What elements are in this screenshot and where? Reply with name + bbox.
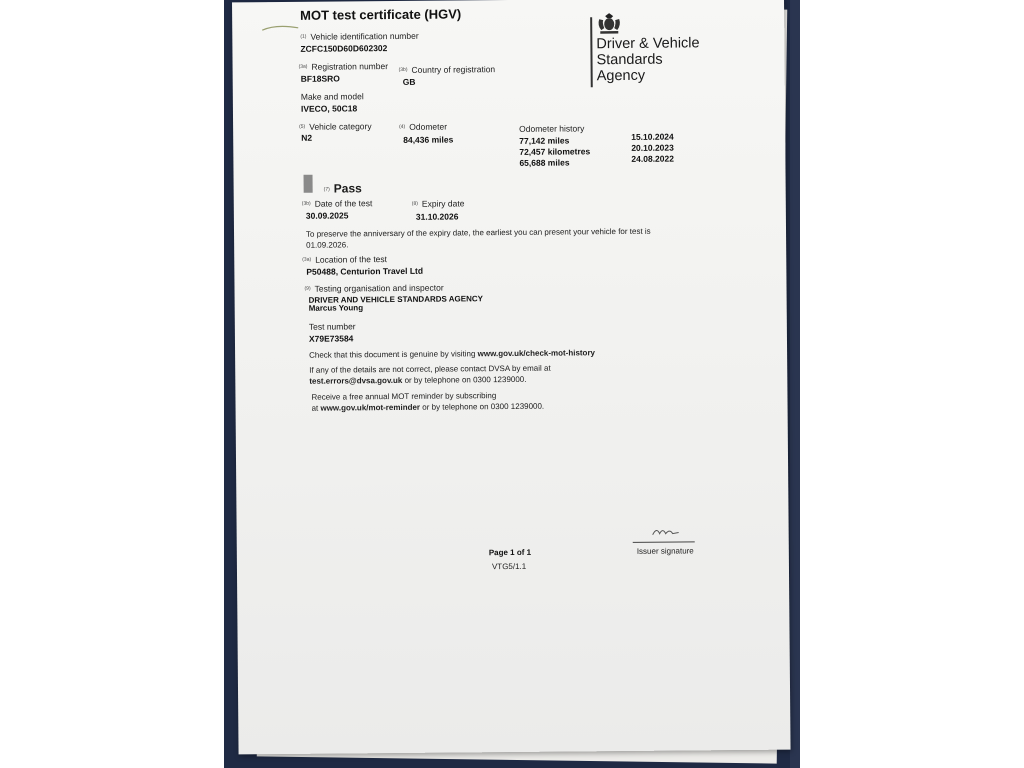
handwritten-signature-icon	[649, 524, 689, 538]
agency-name-line-2: Standards	[596, 51, 663, 69]
organisation-label-text: Testing organisation and inspector	[314, 282, 444, 294]
odometer-history-label: Odometer history	[519, 123, 585, 134]
contact-phone-text: or by telephone on 0300 1239000.	[402, 374, 527, 385]
organisation-field-number: (9)	[304, 285, 311, 292]
odometer-history-date: 15.10.2024	[631, 131, 674, 142]
result-field-number: (7)	[323, 186, 330, 193]
inspector-name: Marcus Young	[308, 303, 364, 313]
registration-label	[299, 61, 389, 72]
test-date-label	[302, 198, 373, 209]
organisation-label	[304, 283, 443, 294]
agency-name-line-1: Driver & Vehicle	[596, 35, 700, 53]
check-mot-history-link[interactable]: www.gov.uk/check-mot-history	[477, 348, 596, 359]
mot-reminder-link[interactable]: www.gov.uk/mot-reminder	[320, 402, 421, 413]
genuine-check-prefix: Check that this document is genuine by visiting	[309, 349, 478, 360]
country-label	[399, 64, 496, 75]
expiry-date-field-number: (8)	[411, 200, 418, 207]
registration-field-number: (3a)	[298, 63, 308, 70]
preserve-note-line-2: 01.09.2026.	[306, 240, 349, 250]
odometer-history-reading: 72,457 kilometres	[519, 146, 591, 157]
reminder-prefix: at	[311, 403, 321, 413]
test-number-label: Test number	[308, 321, 356, 332]
registration-label-text: Registration number	[311, 61, 389, 72]
location-label-text: Location of the test	[315, 254, 388, 265]
location-value: P50488, Centurion Travel Ltd	[306, 265, 424, 277]
preserve-note-line-1: To preserve the anniversary of the expiry date, the earliest you can present your vehicle for test is	[305, 226, 651, 239]
vehicle-category-value: N2	[301, 132, 313, 143]
odometer-label	[399, 122, 447, 132]
expiry-date-value: 31.10.2026	[415, 211, 459, 222]
form-code: VTG5/1.1	[491, 561, 527, 572]
signature-line	[633, 541, 695, 543]
odometer-history-date: 20.10.2023	[631, 142, 674, 153]
make-model-label: Make and model	[300, 91, 364, 102]
location-field-number: (3a)	[302, 256, 312, 263]
odometer-history-date: 24.08.2022	[631, 153, 674, 164]
reminder-phone-text: or by telephone on 0300 1239000.	[419, 401, 545, 412]
test-date-value: 30.09.2025	[305, 210, 349, 221]
vin-label	[300, 31, 418, 42]
page-number: Page 1 of 1	[488, 547, 532, 558]
test-date-label-text: Date of the test	[314, 198, 373, 209]
country-label-text: Country of registration	[411, 64, 496, 75]
odometer-label-text: Odometer	[409, 121, 448, 132]
reminder-line-2	[312, 401, 545, 414]
odometer-history-reading: 77,142 miles	[519, 135, 570, 146]
genuine-check-text	[309, 347, 595, 360]
dvsa-email-link[interactable]: test.errors@dvsa.gov.uk	[309, 375, 403, 386]
result-value: Pass	[333, 181, 362, 196]
mot-certificate	[232, 0, 791, 754]
odometer-history-reading: 65,688 miles	[519, 157, 570, 168]
contact-line-1: If any of the details are not correct, please contact DVSA by email at	[309, 363, 551, 375]
result-marker	[304, 175, 313, 193]
certificate-title: MOT test certificate (HGV)	[300, 6, 462, 23]
test-number-value: X79E73584	[308, 333, 354, 344]
agency-name-line-3: Agency	[596, 67, 646, 85]
vin-label-text: Vehicle identification number	[310, 30, 419, 42]
expiry-date-label-text: Expiry date	[421, 198, 465, 209]
logo-divider	[590, 17, 592, 87]
issuer-signature-label: Issuer signature	[636, 546, 694, 556]
registration-value: BF18SRO	[300, 73, 340, 84]
contact-line-2	[309, 374, 526, 387]
vehicle-category-label	[299, 121, 372, 132]
vin-value: ZCFC150D60D602302	[300, 43, 388, 54]
odometer-value: 84,436 miles	[403, 134, 454, 145]
odometer-field-number: (4)	[399, 123, 406, 130]
country-value: GB	[402, 76, 416, 87]
category-field-number: (5)	[299, 123, 306, 130]
country-field-number: (3b)	[398, 66, 408, 73]
expiry-date-label	[412, 198, 465, 208]
reminder-line-1: Receive a free annual MOT reminder by subscribing	[311, 391, 497, 402]
desk-backdrop-edge	[790, 0, 800, 768]
location-label	[302, 254, 387, 265]
category-label-text: Vehicle category	[309, 121, 372, 132]
make-model-value: IVECO, 50C18	[300, 103, 358, 114]
result	[324, 179, 362, 197]
organisation-name: DRIVER AND VEHICLE STANDARDS AGENCY	[308, 294, 484, 305]
vin-field-number: (1)	[300, 33, 307, 40]
test-date-field-number: (3b)	[301, 200, 311, 207]
royal-crest-icon	[596, 13, 622, 35]
pen-mark-icon	[260, 20, 300, 34]
